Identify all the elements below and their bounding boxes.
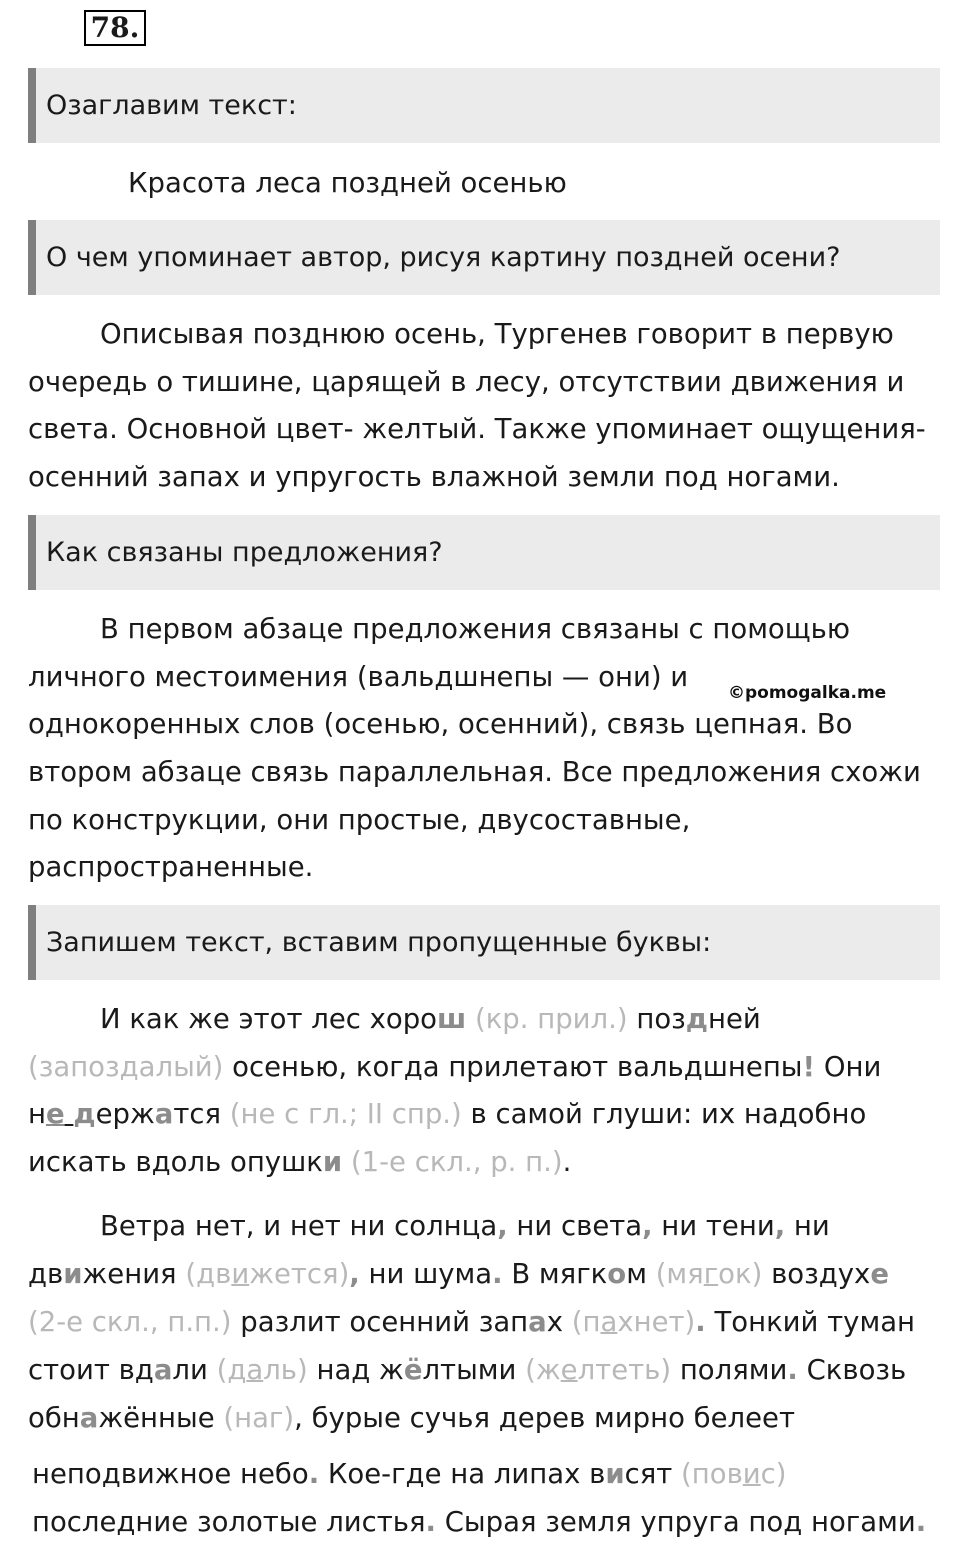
text-run: И как же этот лес хоро bbox=[100, 1003, 437, 1035]
hint: хнет) bbox=[617, 1306, 696, 1338]
text-line bbox=[28, 1257, 889, 1291]
text-line bbox=[28, 1050, 881, 1084]
inserted-punct: . bbox=[492, 1258, 503, 1290]
hint: (запоз bbox=[28, 1051, 120, 1083]
hint-letter: а bbox=[600, 1306, 618, 1338]
inserted-letter: о bbox=[607, 1258, 627, 1290]
answer-author-line: света. Основной цвет- желтый. Также упоминает ощущения- bbox=[28, 413, 926, 445]
question-text-heading: Запишем текст, вставим пропущенные буквы: bbox=[28, 905, 940, 980]
inserted-letter: а bbox=[79, 1402, 99, 1434]
inserted-letter: ш bbox=[437, 1003, 467, 1035]
question-title-heading: Озаглавим текст: bbox=[28, 68, 940, 143]
inserted-letter: а bbox=[154, 1098, 174, 1130]
inserted-letter: ё bbox=[403, 1354, 423, 1386]
answer-links-line: втором абзаце связь параллельная. Все предложения схожи bbox=[28, 756, 921, 788]
text-run: стоит вд bbox=[28, 1354, 154, 1386]
text-run: жённые bbox=[98, 1402, 224, 1434]
text-run: дв bbox=[28, 1258, 64, 1290]
hint: (наг) bbox=[223, 1402, 295, 1434]
watermark: ©pomogalka.me bbox=[728, 683, 887, 703]
inserted-punct: , bbox=[642, 1210, 653, 1242]
text-run: обн bbox=[28, 1402, 80, 1434]
text-run bbox=[342, 1146, 351, 1178]
hint: (пов bbox=[681, 1458, 743, 1490]
inserted-punct: . bbox=[787, 1354, 798, 1386]
text-run: ни тени bbox=[652, 1210, 775, 1242]
text-run: Тонкий туман bbox=[705, 1306, 916, 1338]
inserted-punct: . bbox=[308, 1458, 320, 1490]
inserted-letter: е bbox=[45, 1098, 65, 1130]
hint: (1-е скл., р. п.) bbox=[350, 1146, 563, 1178]
answer-links-line: распространенные. bbox=[28, 851, 314, 883]
text-run bbox=[466, 1003, 475, 1035]
text-run: разлит осенний зап bbox=[231, 1306, 529, 1338]
text-run: Сквозь bbox=[797, 1354, 907, 1386]
text-run: . bbox=[562, 1146, 572, 1178]
hint: (дв bbox=[185, 1258, 232, 1290]
inserted-letter: е bbox=[870, 1258, 889, 1290]
text-run: лтыми bbox=[422, 1354, 526, 1386]
text-run: воздух bbox=[762, 1258, 871, 1290]
inserted-letter: а bbox=[528, 1306, 547, 1338]
hint-letter: и bbox=[231, 1258, 250, 1290]
hint-letter: е bbox=[560, 1354, 578, 1386]
text-run: м bbox=[626, 1258, 656, 1290]
inserted-punct: , bbox=[497, 1210, 508, 1242]
text-run: ни bbox=[785, 1210, 830, 1242]
inserted-punct: , bbox=[349, 1258, 360, 1290]
text-line bbox=[100, 1002, 761, 1036]
text-run: ли bbox=[172, 1354, 217, 1386]
text-run: в самой глуши: их надобно bbox=[461, 1098, 867, 1130]
hint: с) bbox=[760, 1458, 787, 1490]
hint: алый) bbox=[138, 1051, 224, 1083]
text-run: осенью, когда прилетают вальдшнепы bbox=[223, 1051, 803, 1083]
text-run: неподвижное небо bbox=[32, 1458, 309, 1490]
inserted-punct: . bbox=[695, 1306, 706, 1338]
hint-letter: д bbox=[119, 1051, 139, 1083]
inserted-letter: д bbox=[685, 1003, 708, 1035]
hint: (мя bbox=[655, 1258, 704, 1290]
text-run: искать вдоль опушк bbox=[28, 1146, 323, 1178]
text-run: ни света bbox=[507, 1210, 643, 1242]
inserted-punct: . bbox=[425, 1506, 436, 1538]
text-run: ерж bbox=[95, 1098, 155, 1130]
hint-letter: и bbox=[742, 1458, 761, 1490]
hint: (2-е скл., п.п.) bbox=[28, 1306, 232, 1338]
text-run: х bbox=[546, 1306, 572, 1338]
text-run: Кое-где на липах в bbox=[319, 1458, 606, 1490]
hint: (д bbox=[216, 1354, 247, 1386]
answer-links-line: по конструкции, они простые, двусоставные, bbox=[28, 804, 691, 836]
text-run: ни шума bbox=[359, 1258, 493, 1290]
hint: ок) bbox=[718, 1258, 763, 1290]
hint-letter: а bbox=[246, 1354, 264, 1386]
answer-author-line: осенний запах и упругость влажной земли под ногами. bbox=[28, 461, 840, 493]
text-run: Ветра нет, и нет ни солнца bbox=[100, 1210, 498, 1242]
answer-links-line: личного местоимения (вальдшнепы — они) и bbox=[28, 661, 689, 693]
hint: жется) bbox=[249, 1258, 350, 1290]
inserted-letter: и bbox=[322, 1146, 343, 1178]
text-run: поз bbox=[627, 1003, 686, 1035]
inserted-punct: , bbox=[774, 1210, 786, 1242]
text-run: н bbox=[28, 1098, 46, 1130]
hint-letter: г bbox=[703, 1258, 719, 1290]
answer-links-line: однокоренных слов (осенью, осенний), связь цепная. Во bbox=[28, 708, 853, 740]
text-line bbox=[28, 1401, 795, 1435]
question-author-heading: О чем упоминает автор, рисуя картину поздней осени? bbox=[28, 220, 940, 295]
text-run: тся bbox=[173, 1098, 230, 1130]
text-run: В мягк bbox=[502, 1258, 608, 1290]
hint: (п bbox=[571, 1306, 601, 1338]
inserted-letter: и bbox=[63, 1258, 83, 1290]
hint: ль) bbox=[263, 1354, 308, 1386]
text-line bbox=[28, 1145, 571, 1179]
text-line bbox=[32, 1457, 787, 1491]
inserted-letter: а bbox=[153, 1354, 173, 1386]
text-run: , бурые сучья дерев мирно белеет bbox=[294, 1402, 795, 1434]
inserted-punct: . bbox=[915, 1506, 927, 1538]
text-run: сят bbox=[624, 1458, 682, 1490]
answer-title: Красота леса поздней осенью bbox=[128, 167, 567, 199]
hint: (ж bbox=[525, 1354, 561, 1386]
inserted-letter: д bbox=[73, 1098, 96, 1130]
text-run: Сырая земля упруга под ногами bbox=[435, 1506, 916, 1538]
text-line bbox=[32, 1505, 926, 1539]
question-links-heading: Как связаны предложения? bbox=[28, 515, 940, 590]
text-line bbox=[100, 1209, 830, 1243]
text-line bbox=[28, 1305, 915, 1339]
text-line bbox=[28, 1097, 866, 1131]
text-run: последние золотые листья bbox=[32, 1506, 426, 1538]
exercise-number: 78. bbox=[84, 10, 146, 46]
answer-author-line: очередь о тишине, царящей в лесу, отсутствии движения и bbox=[28, 366, 905, 398]
answer-links-line: В первом абзаце предложения связаны с помощью bbox=[100, 613, 851, 645]
answer-author-line: Описывая позднюю осень, Тургенев говорит в первую bbox=[100, 318, 894, 350]
hint: лтеть) bbox=[577, 1354, 672, 1386]
text-run: полями bbox=[671, 1354, 788, 1386]
hint: (кр. прил.) bbox=[474, 1003, 628, 1035]
inserted-punct: ! bbox=[802, 1051, 816, 1083]
text-run: ней bbox=[708, 1003, 761, 1035]
text-line bbox=[28, 1353, 906, 1387]
inserted-letter: и bbox=[605, 1458, 625, 1490]
hint: (не с гл.; II спр.) bbox=[229, 1098, 462, 1130]
text-run: жения bbox=[82, 1258, 186, 1290]
text-run: Они bbox=[815, 1051, 882, 1083]
text-run: над ж bbox=[307, 1354, 404, 1386]
